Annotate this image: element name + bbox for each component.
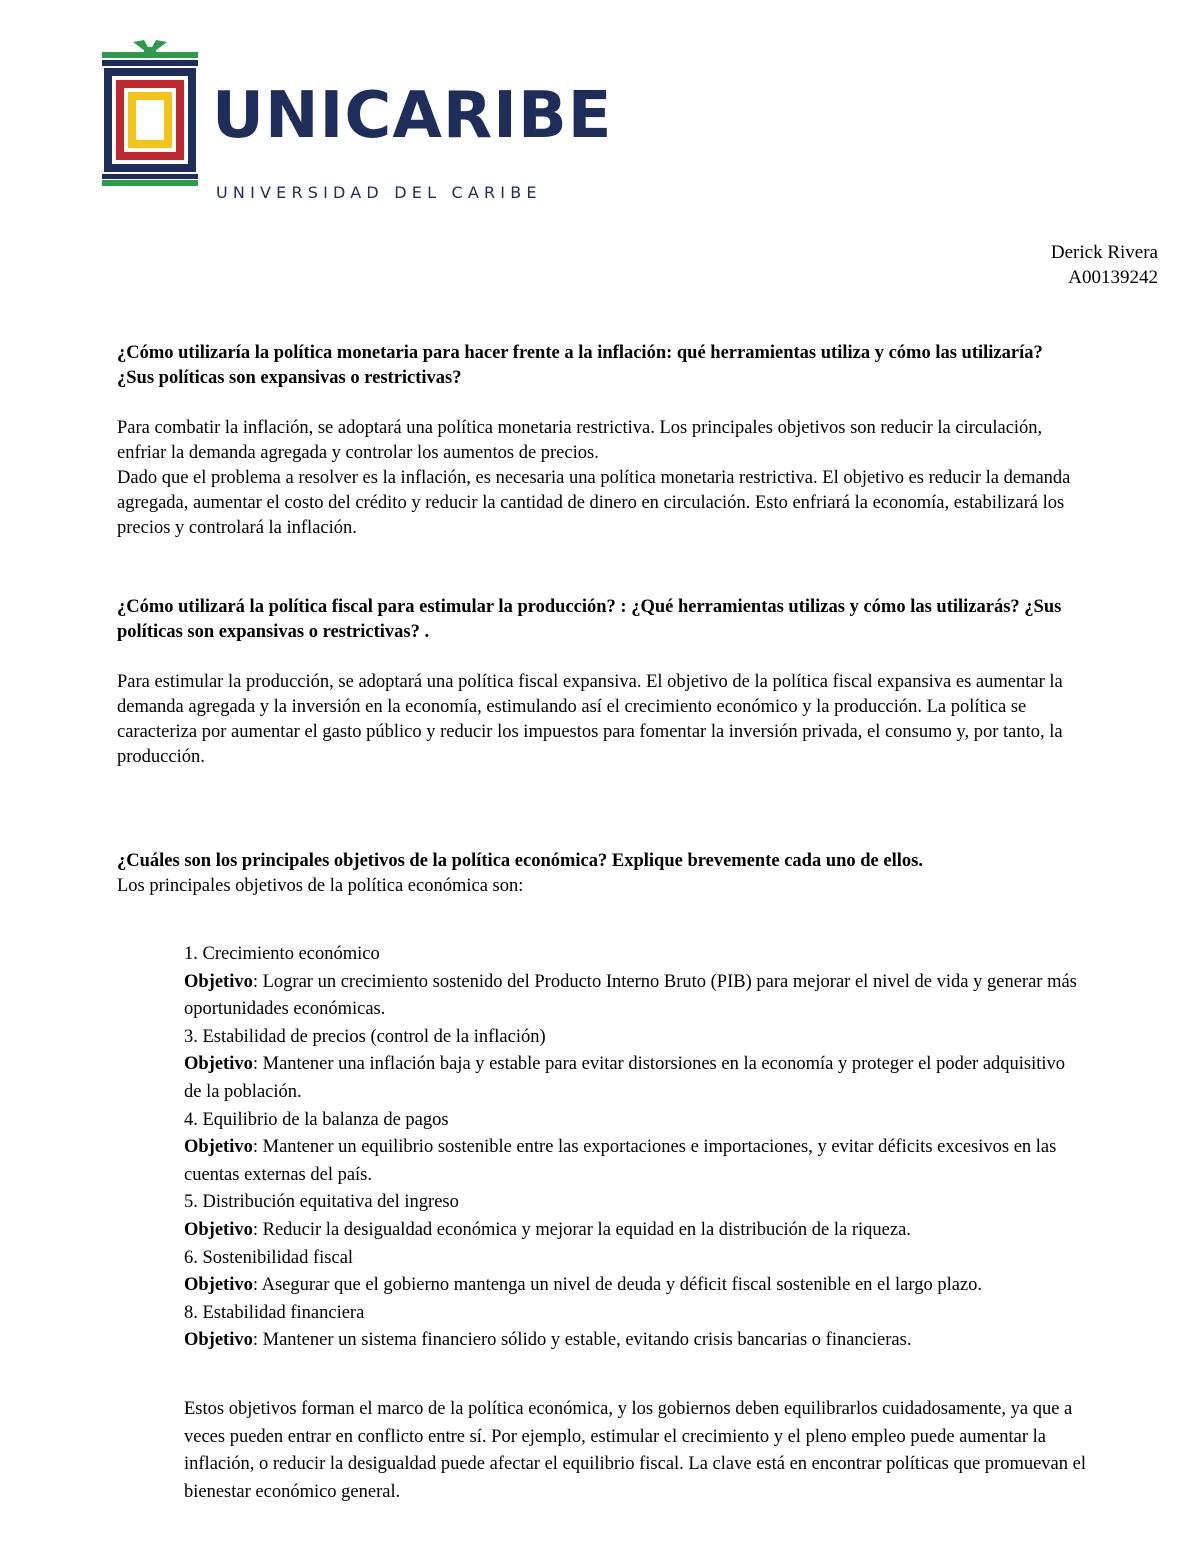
objective-title: 3. Estabilidad de precios (control de la inflación) — [184, 1026, 546, 1047]
university-logo — [100, 38, 613, 202]
objective-text: : Reducir la desigualdad económica y mejorar la equidad en la distribución de la riqueza. — [252, 1219, 911, 1240]
objective-label: Objetivo — [184, 1275, 253, 1296]
author-name: Derick Rivera — [1050, 242, 1158, 263]
section-economic-objectives — [117, 849, 1077, 899]
list-item — [184, 1189, 1084, 1244]
closing-paragraph: Estos objetivos forman el marco de la política económica, y los gobiernos deben equilibrarlos cuidadosamente, ya que a veces pueden entrar en conflicto entre sí. Por ejemplo, estimular el crecimiento y el pleno empleo puede aumentar la inflación, o reducir la desigualdad puede afectar el equilibrio fiscal. La clave está en encontrar políticas que promuevan el bienestar económico general. — [184, 1399, 1086, 1502]
objective-title: 6. Sostenibilidad fiscal — [184, 1247, 354, 1268]
question-heading: ¿Cuáles son los principales objetivos de la política económica? Explique brevemente cada uno de ellos. — [117, 851, 923, 871]
question-heading: ¿Cómo utilizará la política fiscal para estimular la producción? : ¿Qué herramientas utilizas y cómo las utilizarás? ¿Sus políticas son expansivas o restrictivas? . — [117, 597, 1062, 642]
paragraph: Los principales objetivos de la política económica son: — [117, 876, 524, 896]
objective-title: 4. Equilibrio de la balanza de pagos — [184, 1109, 449, 1130]
objective-title: 1. Crecimiento económico — [184, 944, 380, 964]
list-item — [184, 1245, 1084, 1300]
objective-text: : Lograr un crecimiento sostenido del Producto Interno Bruto (PIB) para mejorar el nivel de vida y generar más oportunidades económicas. — [184, 971, 1077, 1020]
student-id: A00139242 — [1068, 267, 1158, 288]
question-heading: ¿Cómo utilizaría la política monetaria para hacer frente a la inflación: qué herramientas utiliza y cómo las utilizaría? ¿Sus políticas son expansivas o restrictivas? — [117, 343, 1043, 388]
paragraph: Para estimular la producción, se adoptará una política fiscal expansiva. El objetivo de la política fiscal expansiva es aumentar la demanda agregada y la inversión en la economía, estimulando así el crecimiento económico y la producción. La política se caracteriza por aumentar el gasto público y reducir los impuestos para fomentar la inversión privada, el consumo y, por tanto, la producción. — [117, 672, 1063, 767]
section-monetary-policy — [117, 341, 1077, 541]
objective-text: : Mantener una inflación baja y estable para evitar distorsiones en la economía y proteger el poder adquisitivo de la población. — [184, 1054, 1066, 1102]
unicaribe-emblem-icon — [100, 38, 200, 188]
objective-label: Objetivo — [184, 1330, 253, 1351]
list-item — [184, 941, 1084, 1024]
paragraph: Para combatir la inflación, se adoptará una política monetaria restrictiva. Los principales objetivos son reducir la circulación, enfriar la demanda agregada y controlar los aumentos de precios. — [117, 418, 1043, 463]
objective-label: Objetivo — [184, 1219, 253, 1240]
list-item — [184, 1024, 1084, 1107]
section-fiscal-policy — [117, 595, 1077, 770]
list-item — [184, 1107, 1084, 1190]
logo-subtitle: UNIVERSIDAD DEL CARIBE — [216, 183, 542, 202]
objective-text: : Mantener un equilibrio sostenible entre las exportaciones e importaciones, y evitar déficits excesivos en las cuentas externas del país. — [184, 1137, 1057, 1185]
objective-title: 8. Estabilidad financiera — [184, 1302, 365, 1323]
logo-wordmark: UNICARIBE — [212, 79, 613, 153]
objectives-list — [184, 941, 1084, 1355]
objective-label: Objetivo — [184, 1054, 253, 1075]
objective-text: : Mantener un sistema financiero sólido y estable, evitando crisis bancarias o financieras. — [252, 1330, 912, 1351]
objective-text: : Asegurar que el gobierno mantenga un nivel de deuda y déficit fiscal sostenible en el largo plazo. — [252, 1275, 983, 1296]
list-item — [184, 1300, 1084, 1355]
objective-label: Objetivo — [184, 971, 253, 992]
author-block — [1051, 240, 1158, 290]
paragraph: Dado que el problema a resolver es la inflación, es necesaria una política monetaria restrictiva. El objetivo es reducir la demanda agregada, aumentar el costo del crédito y reducir la cantidad de dinero en circulación. Esto enfriará la economía, estabilizará los precios y controlará la inflación. — [117, 468, 1071, 538]
objective-label: Objetivo — [184, 1137, 253, 1158]
objective-title: 5. Distribución equitativa del ingreso — [184, 1192, 459, 1213]
